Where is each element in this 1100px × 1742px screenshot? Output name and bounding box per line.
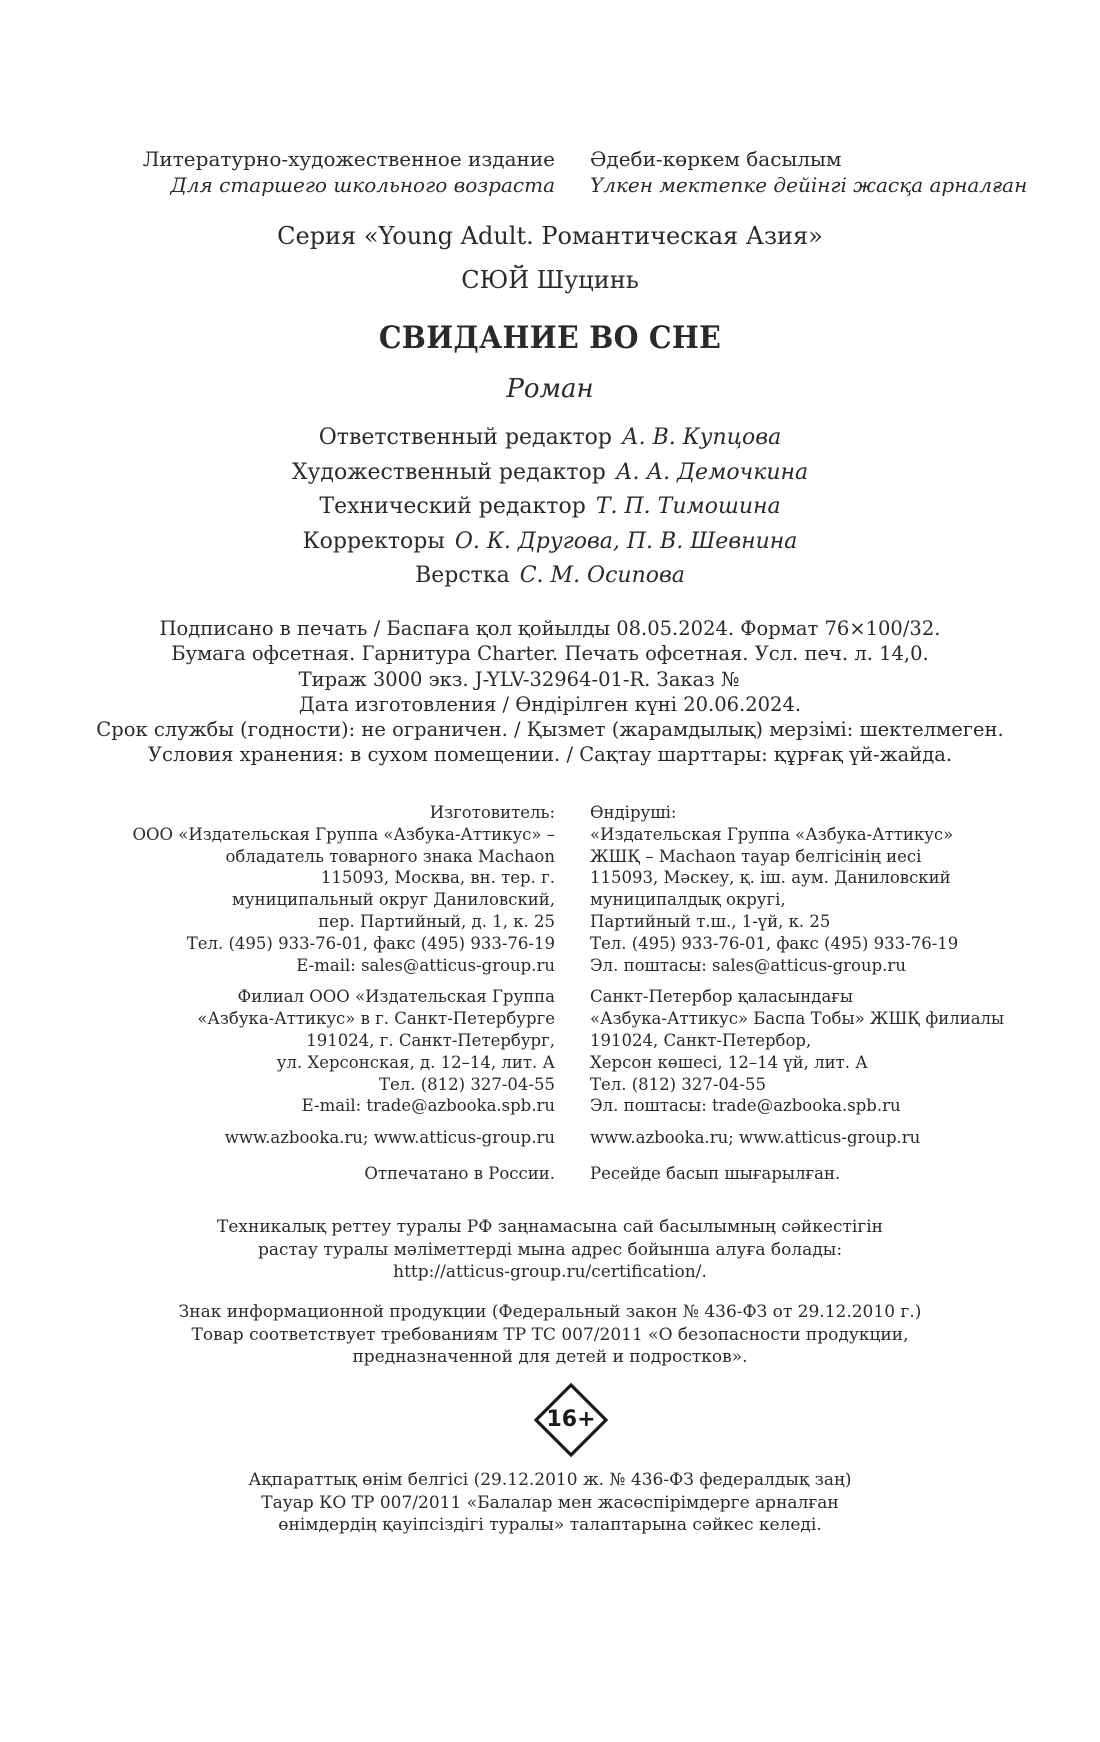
manufacturer-line: Тел. (495) 933-76-01, факс (495) 933-76-19 bbox=[186, 933, 555, 953]
print-line: Условия хранения: в сухом помещении. / Сақтау шарттары: құрғақ үй-жайда. bbox=[147, 743, 953, 767]
print-line: Тираж 3000 экз. J-YLV-32964-01-R. Заказ № bbox=[298, 667, 802, 691]
manufacturer-line: «Издательская Группа «Азбука-Аттикус» bbox=[590, 824, 954, 844]
info-sign-line: предназначенной для детей и подростков». bbox=[352, 1347, 748, 1367]
genre-label: Роман bbox=[506, 374, 594, 404]
print-line: Срок службы (годности): не ограничен. / Қызмет (жарамдылық) мерзімі: шектелмеген. bbox=[96, 718, 1004, 742]
branch-line: Санкт-Петербор қаласындағы bbox=[590, 987, 854, 1007]
website-links-kz: www.azbooka.ru; www.atticus-group.ru bbox=[590, 1128, 921, 1148]
printed-in-kz: Ресейде басып шығарылған. bbox=[590, 1163, 841, 1183]
websites bbox=[0, 1127, 1100, 1149]
branch-line: ул. Херсонская, д. 12–14, лит. А bbox=[276, 1052, 555, 1072]
branch-kz bbox=[590, 986, 1004, 1117]
edition-kz bbox=[590, 146, 1027, 198]
manufacturer-line: ЖШҚ – Machaon тауар белгісінің иесі bbox=[590, 846, 922, 866]
branch-info bbox=[0, 986, 1100, 1117]
branch-line: Херсон көшесі, 12–14 үй, лит. А bbox=[590, 1052, 868, 1072]
branch-line: 191024, г. Санкт-Петербург, bbox=[306, 1030, 555, 1050]
credit-name: А. В. Купцова bbox=[621, 425, 782, 450]
info-sign-line: Знак информационной продукции (Федеральный закон № 436-ФЗ от 29.12.2010 г.) bbox=[178, 1302, 922, 1322]
credits-list bbox=[0, 421, 1100, 594]
branch-line: Тел. (812) 327-04-55 bbox=[590, 1074, 766, 1094]
manufacturer-line: муниципальный округ Даниловский, bbox=[232, 890, 555, 910]
manufacturer-line: 115093, Мәскеу, қ. іш. аум. Даниловский bbox=[590, 868, 951, 888]
edition-ru bbox=[0, 146, 555, 198]
manufacturer-block bbox=[0, 802, 1100, 1195]
info-sign-kz bbox=[0, 1469, 1100, 1537]
printed-in-ru: Отпечатано в России. bbox=[364, 1163, 555, 1183]
credit-row bbox=[0, 525, 1100, 560]
manufacturer-line: Партийный т.ш., 1-үй, к. 25 bbox=[590, 911, 831, 931]
manufacturer-line: пер. Партийный, д. 1, к. 25 bbox=[318, 911, 555, 931]
series-line: Серия «Young Adult. Романтическая Азия» bbox=[277, 222, 823, 250]
print-details bbox=[0, 616, 1100, 768]
branch-line: «Азбука-Аттикус» в г. Санкт-Петербурге bbox=[197, 1009, 555, 1029]
certification-note bbox=[0, 1216, 1100, 1284]
branch-line: «Азбука-Аттикус» Баспа Тобы» ЖШҚ филиалы bbox=[590, 1009, 1005, 1029]
credit-role: Художественный редактор bbox=[291, 459, 606, 485]
info-sign-line: Ақпараттық өнім белгісі (29.12.2010 ж. № 436-ФЗ федералдық заң) bbox=[248, 1470, 852, 1490]
info-sign-line: Товар соответствует требованиям ТР ТС 007/2011 «О безопасности продукции, bbox=[191, 1324, 909, 1345]
manufacturer-line: обладатель товарного знака Machaon bbox=[225, 846, 555, 866]
info-sign-line: өнімдердің қауіпсіздігі туралы» талаптарына сәйкес келеді. bbox=[278, 1515, 822, 1535]
edition-type-ru: Литературно-художественное издание bbox=[142, 147, 555, 171]
manufacturer-line: Изготовитель: bbox=[429, 803, 555, 822]
certification-url: http://atticus-group.ru/certification/. bbox=[393, 1262, 707, 1282]
edition-block bbox=[0, 146, 1100, 198]
manufacturer-line: Эл. поштасы: sales@atticus-group.ru bbox=[590, 955, 906, 975]
print-line: Подписано в печать / Баспаға қол қойылды 08.05.2024. Формат 76×100/32. bbox=[159, 617, 941, 640]
manufacturer-line: Өндіруші: bbox=[590, 803, 677, 822]
print-line: Бумага офсетная. Гарнитура Charter. Печать офсетная. Усл. печ. л. 14,0. bbox=[171, 642, 929, 666]
credit-row bbox=[0, 456, 1100, 491]
credit-name: Т. П. Тимошина bbox=[595, 494, 781, 519]
credit-row bbox=[0, 490, 1100, 525]
certification-line: Техникалық реттеу туралы РФ заңнамасына сай басылымның сәйкестігін bbox=[217, 1217, 883, 1237]
info-sign-ru bbox=[0, 1301, 1100, 1369]
manufacturer-line: муниципалдық округі, bbox=[590, 890, 786, 910]
branch-line: Эл. поштасы: trade@azbooka.spb.ru bbox=[590, 1096, 901, 1116]
edition-type-kz: Әдеби-көркем басылым bbox=[590, 147, 842, 171]
age-rating-badge bbox=[534, 1383, 608, 1457]
certification-line: растау туралы мәліметтерді мына адрес бойынша алуға болады: bbox=[257, 1239, 843, 1260]
credit-role: Корректоры bbox=[302, 528, 445, 554]
branch-ru bbox=[0, 986, 555, 1117]
credit-role: Ответственный редактор bbox=[318, 425, 612, 450]
branch-line: E-mail: trade@azbooka.spb.ru bbox=[301, 1096, 555, 1116]
credit-row bbox=[0, 559, 1100, 594]
branch-line: Тел. (812) 327-04-55 bbox=[379, 1074, 555, 1094]
author-name: СЮЙ Шуцинь bbox=[461, 266, 639, 294]
manufacturer-line: E-mail: sales@atticus-group.ru bbox=[296, 955, 555, 975]
branch-line: 191024, Санкт-Петербор, bbox=[590, 1030, 812, 1050]
manufacturer-line: Тел. (495) 933-76-01, факс (495) 933-76-19 bbox=[590, 933, 959, 953]
credit-name: С. М. Осипова bbox=[519, 563, 685, 588]
credit-row bbox=[0, 421, 1100, 456]
credit-name: А. А. Демочкина bbox=[615, 459, 809, 485]
info-sign-line: Тауар КО ТР 007/2011 «Балалар мен жасөспірімдерге арналған bbox=[261, 1492, 839, 1513]
age-group-kz: Үлкен мектепке дейінгі жасқа арналған bbox=[590, 173, 1028, 197]
manufacturer-line: 115093, Москва, вн. тер. г. bbox=[320, 868, 555, 888]
print-line: Дата изготовления / Өндірілген күні 20.06.2024. bbox=[298, 692, 802, 716]
credit-role: Верстка bbox=[415, 563, 510, 588]
age-group-ru: Для старшего школьного возраста bbox=[170, 173, 555, 197]
manufacturer-kz bbox=[590, 802, 958, 976]
website-links-ru: www.azbooka.ru; www.atticus-group.ru bbox=[224, 1128, 555, 1148]
manufacturer-info bbox=[0, 802, 1100, 976]
manufacturer-line: ООО «Издательская Группа «Азбука-Аттикус» – bbox=[132, 824, 555, 844]
printed-in bbox=[0, 1163, 1100, 1185]
branch-line: Филиал ООО «Издательская Группа bbox=[237, 987, 555, 1007]
book-title: СВИДАНИЕ ВО СНЕ bbox=[378, 320, 722, 356]
manufacturer-ru bbox=[0, 802, 555, 976]
credit-name: О. К. Другова, П. В. Шевнина bbox=[454, 528, 798, 554]
credit-role: Технический редактор bbox=[319, 494, 586, 519]
age-rating-text: 16+ bbox=[546, 1407, 596, 1432]
